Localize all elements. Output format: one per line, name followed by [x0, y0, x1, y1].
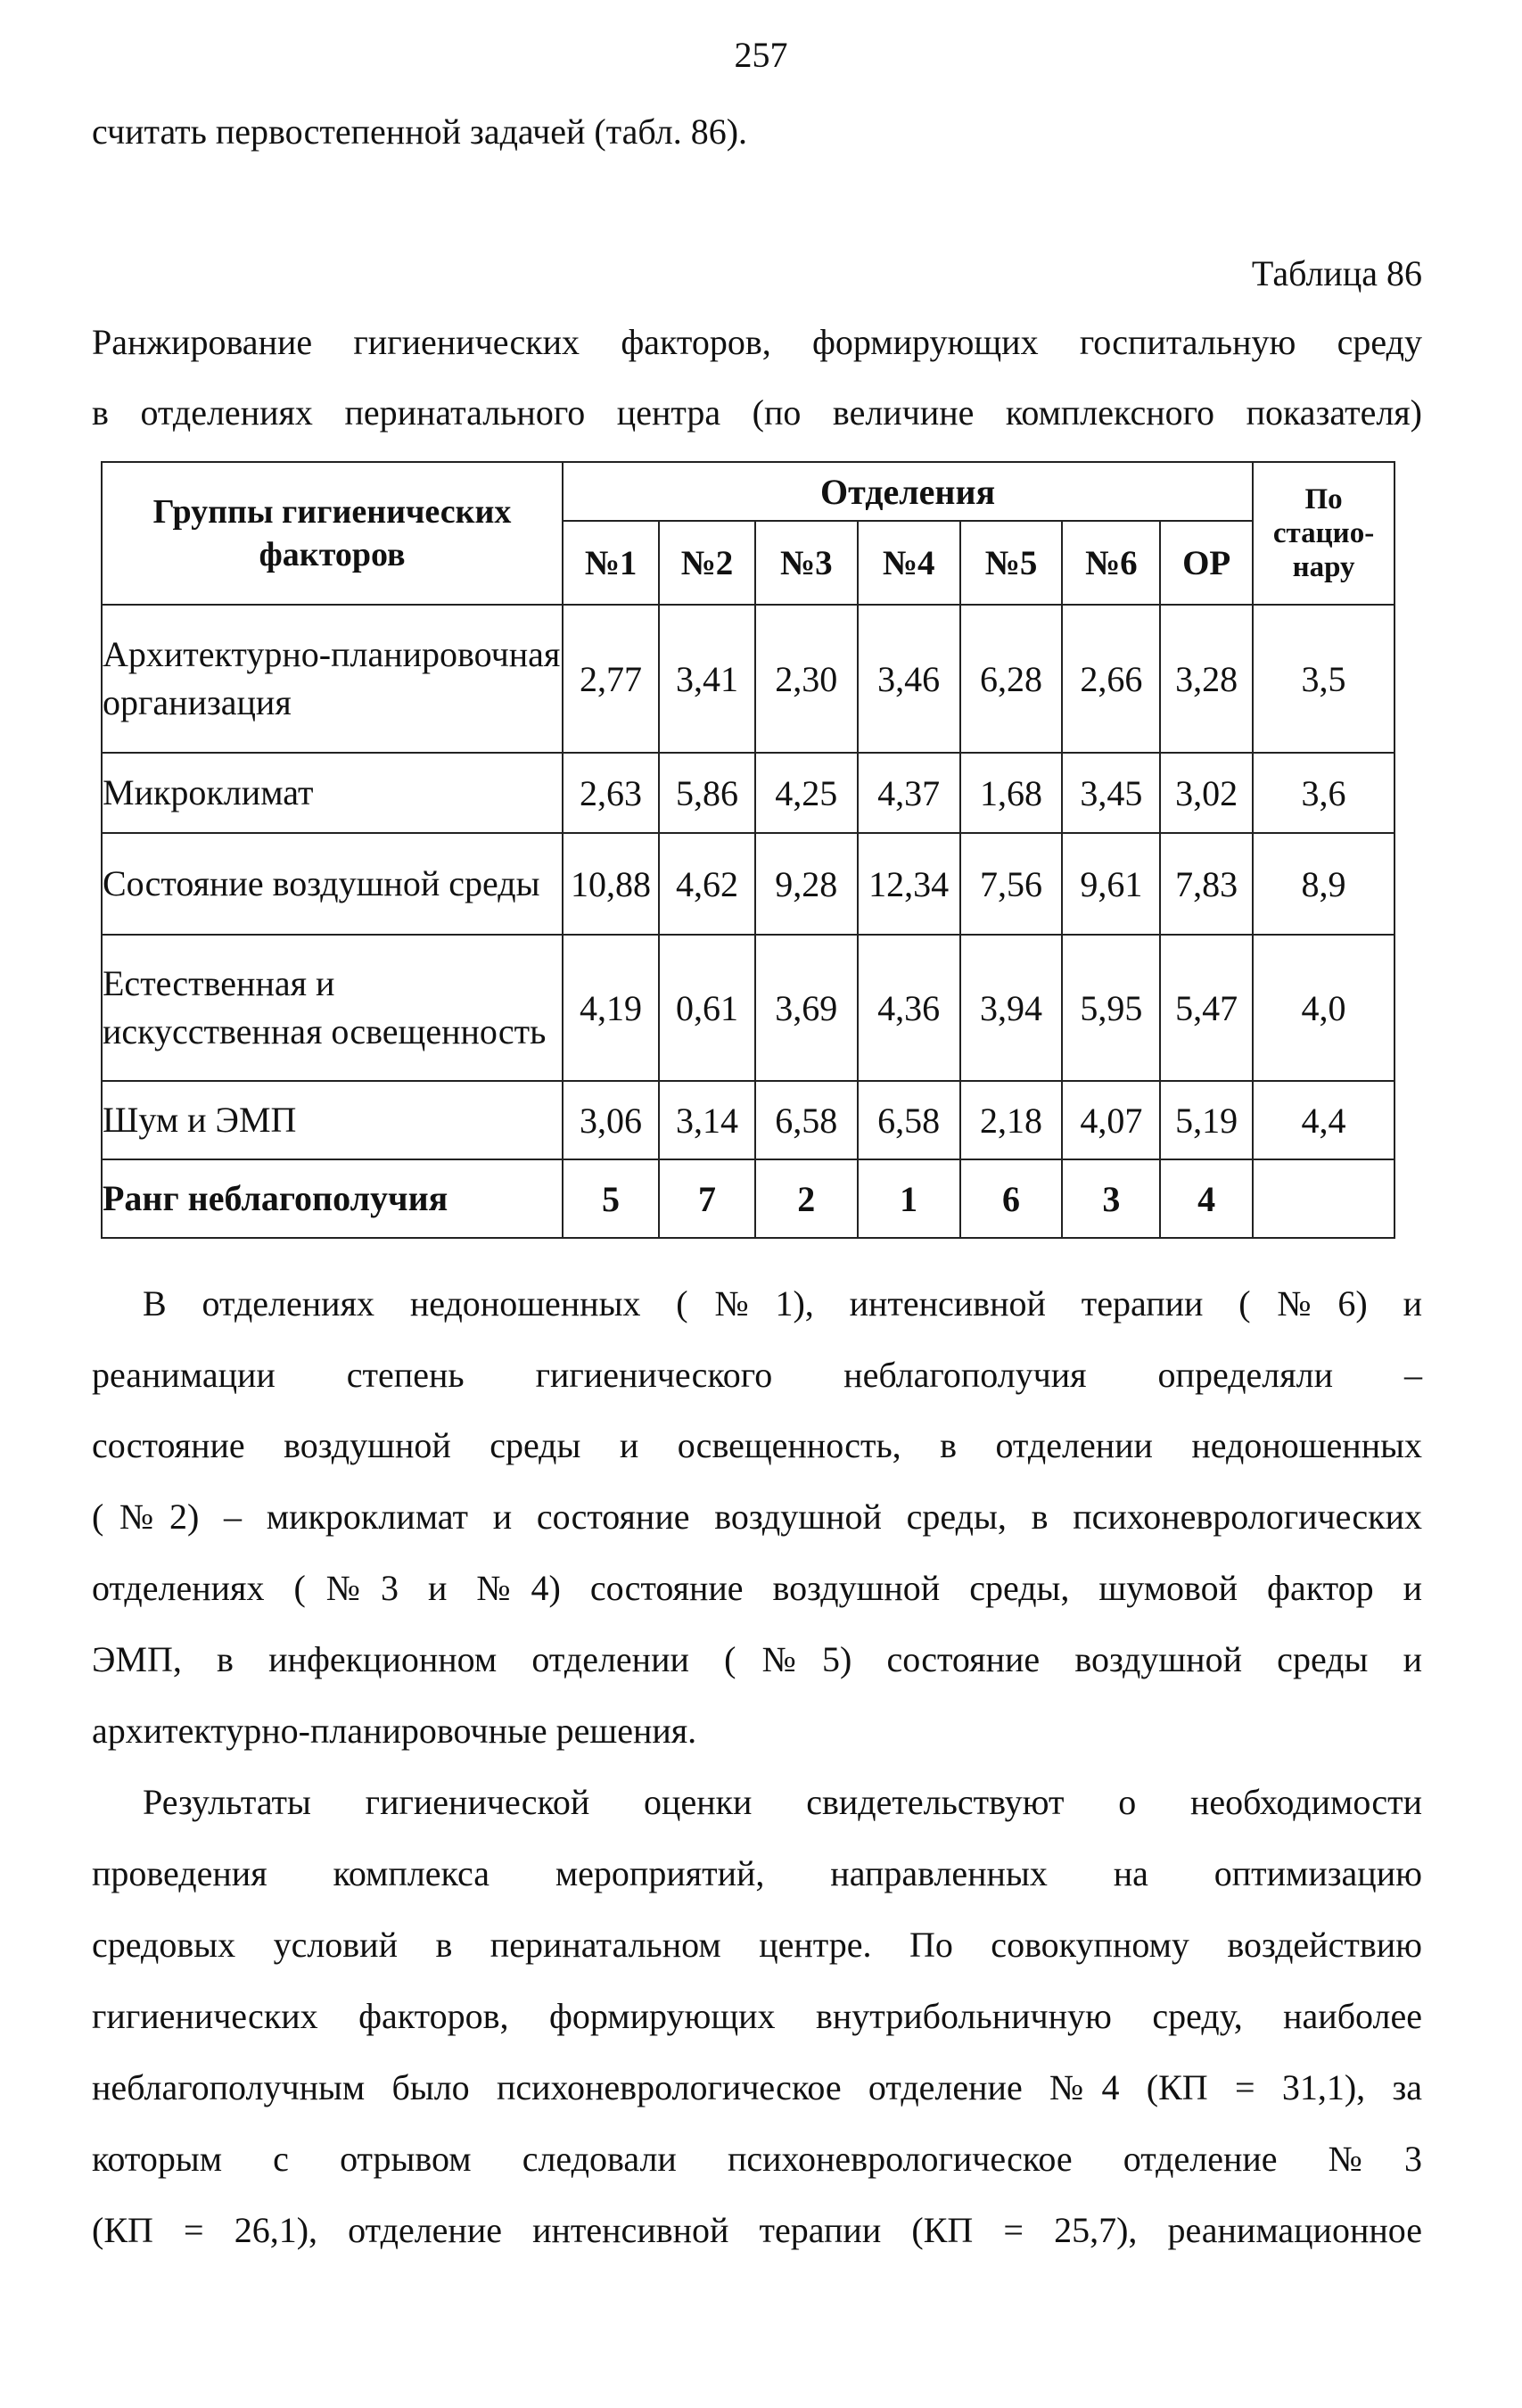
- row-label: Микроклимат: [102, 753, 563, 833]
- header-dept-3: №3: [755, 521, 858, 605]
- paragraph-line: архитектурно-планировочные решения.: [92, 1711, 697, 1751]
- rank-value: 2: [755, 1159, 858, 1238]
- cell-value: 7,56: [960, 833, 1063, 935]
- cell-value: 3,45: [1062, 753, 1160, 833]
- cell-value: 0,61: [659, 935, 755, 1081]
- header-factor-groups: Группы гигиенических факторов: [102, 462, 563, 605]
- cell-value: 5,86: [659, 753, 755, 833]
- rank-label: Ранг неблагополучия: [102, 1159, 563, 1238]
- paragraph-line: средовых условий в перинатальном центре. По совокупному воздействию: [92, 1925, 1422, 1965]
- row-label: Шум и ЭМП: [102, 1081, 563, 1159]
- row-label: Состояние воздушной среды: [102, 833, 563, 935]
- header-dept-6: №6: [1062, 521, 1160, 605]
- cell-value: 3,46: [858, 605, 960, 753]
- cell-value: 4,62: [659, 833, 755, 935]
- intro-line: считать первостепенной задачей (табл. 86).: [92, 111, 748, 152]
- cell-value: 3,28: [1160, 605, 1253, 753]
- cell-value: 3,14: [659, 1081, 755, 1159]
- cell-value: 3,69: [755, 935, 858, 1081]
- rank-value: 5: [563, 1159, 659, 1238]
- rank-value: 3: [1062, 1159, 1160, 1238]
- paragraph-line: которым с отрывом следовали психоневрологическое отделение №3: [92, 2139, 1422, 2179]
- cell-value: 5,47: [1160, 935, 1253, 1081]
- cell-value: 2,66: [1062, 605, 1160, 753]
- cell-value: 3,41: [659, 605, 755, 753]
- cell-value: 4,37: [858, 753, 960, 833]
- paragraph-line: Результаты гигиенической оценки свидетельствуют о необходимости: [143, 1782, 1422, 1822]
- cell-value: 2,63: [563, 753, 659, 833]
- cell-value: 5,19: [1160, 1081, 1253, 1159]
- cell-total: 3,5: [1253, 605, 1394, 753]
- cell-value: 6,58: [755, 1081, 858, 1159]
- cell-value: 1,68: [960, 753, 1063, 833]
- row-label: Архитектурно-планировочная организация: [102, 605, 563, 753]
- cell-value: 4,19: [563, 935, 659, 1081]
- table-label: Таблица 86: [1251, 253, 1422, 293]
- cell-value: 5,95: [1062, 935, 1160, 1081]
- cell-value: 2,77: [563, 605, 659, 753]
- cell-value: 9,61: [1062, 833, 1160, 935]
- paragraph-line: реанимации степень гигиенического неблагополучия определяли –: [92, 1355, 1422, 1395]
- paragraph-line: неблагополучным было психоневрологическое отделение №4 (КП = 31,1), за: [92, 2067, 1422, 2107]
- paragraph-line: состояние воздушной среды и освещенность, в отделении недоношенных: [92, 1425, 1422, 1465]
- cell-total: 4,4: [1253, 1081, 1394, 1159]
- rank-value: 7: [659, 1159, 755, 1238]
- header-departments: Отделения: [563, 462, 1253, 521]
- header-hospital-total: По стацио-нару: [1253, 462, 1394, 605]
- cell-value: 2,30: [755, 605, 858, 753]
- header-dept-2: №2: [659, 521, 755, 605]
- hygiene-factors-table: [101, 461, 1395, 1239]
- table-row: [102, 605, 1394, 753]
- paragraph-line: гигиенических факторов, формирующих внутрибольничную среду, наиболее: [92, 1996, 1422, 2036]
- cell-value: 7,83: [1160, 833, 1253, 935]
- cell-value: 4,36: [858, 935, 960, 1081]
- cell-value: 9,28: [755, 833, 858, 935]
- cell-value: 4,07: [1062, 1081, 1160, 1159]
- row-label: Естественная и искусственная освещенность: [102, 935, 563, 1081]
- paragraph-line: (№2) – микроклимат и состояние воздушной среды, в психоневрологических: [92, 1497, 1422, 1537]
- cell-value: 6,28: [960, 605, 1063, 753]
- rank-total: [1253, 1159, 1394, 1238]
- table-row: [102, 833, 1394, 935]
- rank-value: 1: [858, 1159, 960, 1238]
- cell-value: 3,94: [960, 935, 1063, 1081]
- cell-value: 12,34: [858, 833, 960, 935]
- rank-row: [102, 1159, 1394, 1238]
- cell-value: 10,88: [563, 833, 659, 935]
- rank-value: 4: [1160, 1159, 1253, 1238]
- header-dept-1: №1: [563, 521, 659, 605]
- cell-value: 3,02: [1160, 753, 1253, 833]
- paragraph-line: ЭМП, в инфекционном отделении (№5) состояние воздушной среды и: [92, 1639, 1422, 1679]
- table-caption-line: в отделениях перинатального центра (по величине комплексного показателя): [92, 392, 1422, 433]
- paragraph-line: отделениях (№3 и №4) состояние воздушной среды, шумовой фактор и: [92, 1568, 1422, 1608]
- cell-value: 2,18: [960, 1081, 1063, 1159]
- table-caption-line: Ранжирование гигиенических факторов, формирующих госпитальную среду: [92, 322, 1422, 362]
- cell-value: 3,06: [563, 1081, 659, 1159]
- table-row: [102, 1081, 1394, 1159]
- cell-total: 8,9: [1253, 833, 1394, 935]
- table-row: [102, 753, 1394, 833]
- cell-value: 6,58: [858, 1081, 960, 1159]
- header-dept-or: ОР: [1160, 521, 1253, 605]
- paragraph-line: В отделениях недоношенных (№1), интенсивной терапии (№6) и: [143, 1283, 1422, 1324]
- paragraph-line: (КП = 26,1), отделение интенсивной терапии (КП = 25,7), реанимационное: [92, 2210, 1422, 2250]
- paragraph-line: проведения комплекса мероприятий, направленных на оптимизацию: [92, 1853, 1422, 1893]
- header-dept-5: №5: [960, 521, 1063, 605]
- header-dept-4: №4: [858, 521, 960, 605]
- cell-total: 4,0: [1253, 935, 1394, 1081]
- table-row: [102, 935, 1394, 1081]
- cell-value: 4,25: [755, 753, 858, 833]
- rank-value: 6: [960, 1159, 1063, 1238]
- page-number: 257: [734, 35, 788, 75]
- cell-total: 3,6: [1253, 753, 1394, 833]
